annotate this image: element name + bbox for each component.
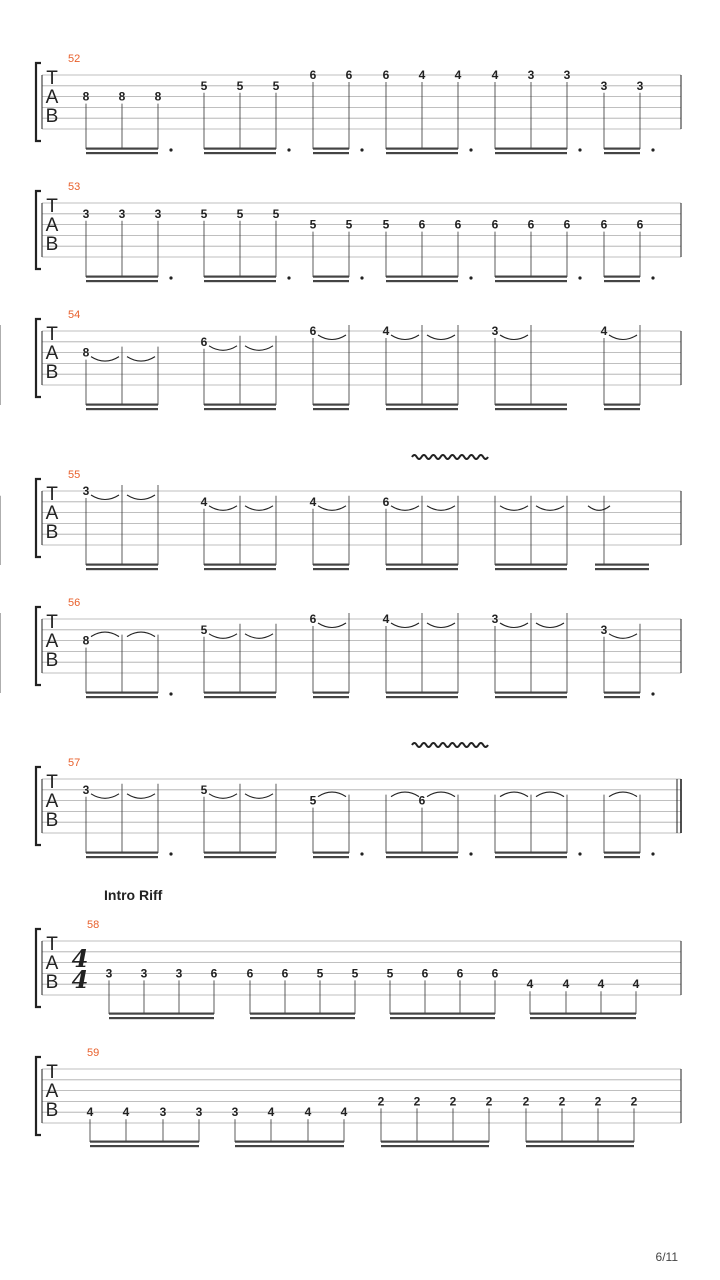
beam-secondary	[495, 280, 567, 282]
tab-clef-letter: A	[45, 343, 59, 364]
fret-number: 3	[140, 966, 148, 981]
rhythm-dot	[360, 276, 363, 279]
fret-number: 2	[558, 1094, 566, 1109]
tie-arc	[209, 794, 237, 799]
rhythm-dot	[651, 276, 654, 279]
bar-number: 54	[68, 309, 81, 321]
system-bracket	[36, 479, 41, 557]
beam-secondary	[386, 568, 458, 570]
tie-arc	[588, 506, 610, 511]
beam-secondary	[604, 696, 640, 698]
beam-primary	[604, 276, 640, 278]
tie-arc	[427, 506, 455, 511]
fret-number: 5	[386, 966, 394, 981]
fret-number: 6	[246, 966, 254, 981]
fret-number: 4	[382, 324, 390, 338]
fret-number: 4	[597, 977, 605, 992]
beam-primary	[204, 564, 276, 566]
rhythm-dot	[287, 148, 290, 151]
fret-number: 2	[377, 1094, 385, 1109]
tab-clef-letter: A	[45, 503, 59, 524]
fret-number: 6	[527, 217, 535, 232]
page-number: 6/11	[655, 1250, 678, 1264]
beam-primary	[495, 404, 567, 406]
fret-number: 4	[340, 1105, 348, 1120]
bar-number: 55	[68, 469, 81, 481]
beam-primary	[495, 276, 567, 278]
fret-number: 5	[200, 206, 208, 221]
tab-clef-letter: B	[45, 650, 59, 671]
beam-primary	[386, 564, 458, 566]
beam-primary	[86, 148, 158, 150]
fret-number: 4	[309, 494, 317, 509]
tab-clef-letter: B	[45, 106, 59, 127]
fret-number: 8	[82, 89, 90, 104]
system-bracket	[36, 607, 41, 685]
beam-primary	[604, 404, 640, 406]
fret-number: 4	[86, 1105, 94, 1120]
tab-clef-letter: B	[45, 810, 59, 831]
beam-secondary	[390, 1017, 495, 1019]
beam-secondary	[250, 1017, 355, 1019]
beam-primary	[604, 692, 640, 694]
beam-secondary	[386, 152, 458, 154]
tie-arc	[427, 335, 455, 340]
beam-primary	[604, 852, 640, 854]
fret-number: 3	[82, 484, 90, 498]
system-bracket	[36, 767, 41, 845]
bar-number: 52	[68, 53, 81, 65]
beam-secondary	[595, 568, 649, 570]
rhythm-dot	[469, 148, 472, 151]
beam-primary	[386, 692, 458, 694]
tie-arc	[609, 634, 637, 639]
beam-secondary	[495, 568, 567, 570]
fret-number: 3	[563, 68, 571, 82]
beam-primary	[526, 1141, 634, 1143]
tie-arc	[318, 506, 346, 511]
tab-clef-letter: A	[45, 215, 59, 236]
fret-number: 3	[154, 206, 162, 221]
beam-primary	[109, 1013, 214, 1015]
beam-primary	[313, 852, 349, 854]
rhythm-dot	[469, 276, 472, 279]
beam-secondary	[381, 1145, 489, 1147]
tie-arc	[245, 346, 273, 351]
fret-number: 5	[272, 78, 280, 93]
fret-number: 5	[345, 217, 353, 232]
beam-secondary	[495, 408, 567, 410]
beam-secondary	[86, 280, 158, 282]
beam-secondary	[495, 696, 567, 698]
bar-number: 57	[68, 757, 81, 769]
fret-number: 3	[105, 966, 113, 981]
tab-clef-letter: T	[46, 324, 58, 345]
fret-number: 5	[309, 793, 317, 808]
tab-clef-letter: T	[46, 612, 58, 633]
fret-number: 6	[418, 217, 426, 232]
fret-number: 5	[316, 966, 324, 981]
beam-secondary	[86, 856, 158, 858]
beam-secondary	[204, 408, 276, 410]
tab-clef-letter: A	[45, 791, 59, 812]
beam-primary	[595, 564, 649, 566]
beam-secondary	[386, 280, 458, 282]
fret-number: 4	[200, 494, 208, 509]
tie-arc	[536, 506, 564, 511]
vibrato-marking	[412, 743, 488, 747]
rhythm-dot	[169, 692, 172, 695]
beam-secondary	[386, 696, 458, 698]
tie-arc	[245, 634, 273, 639]
beam-secondary	[495, 856, 567, 858]
tab-clef-letter: B	[45, 234, 59, 255]
beam-primary	[381, 1141, 489, 1143]
fret-number: 5	[382, 217, 390, 232]
tie-arc	[318, 792, 346, 797]
beam-primary	[204, 852, 276, 854]
tab-clef-letter: B	[45, 522, 59, 543]
fret-number: 6	[421, 966, 429, 981]
beam-primary	[204, 404, 276, 406]
tie-arc	[536, 792, 564, 797]
fret-number: 3	[82, 206, 90, 221]
beam-primary	[235, 1141, 344, 1143]
rhythm-dot	[578, 852, 581, 855]
beam-primary	[86, 276, 158, 278]
fret-number: 3	[175, 966, 183, 981]
beam-primary	[90, 1141, 199, 1143]
beam-primary	[313, 148, 349, 150]
beam-secondary	[86, 568, 158, 570]
fret-number: 4	[418, 68, 426, 82]
fret-number: 6	[418, 793, 426, 808]
fret-number: 5	[236, 206, 244, 221]
fret-number: 4	[562, 977, 570, 992]
tab-clef-letter: A	[45, 953, 59, 974]
tab-clef-letter: T	[46, 772, 58, 793]
beam-secondary	[204, 856, 276, 858]
beam-secondary	[235, 1145, 344, 1147]
beam-secondary	[313, 152, 349, 154]
beam-primary	[250, 1013, 355, 1015]
fret-number: 3	[491, 324, 499, 338]
tie-arc	[209, 346, 237, 351]
fret-number: 6	[454, 217, 462, 232]
beam-primary	[495, 852, 567, 854]
beam-secondary	[90, 1145, 199, 1147]
fret-number: 5	[272, 206, 280, 221]
beam-secondary	[86, 696, 158, 698]
tab-clef-letter: A	[45, 631, 59, 652]
tie-arc	[391, 792, 419, 797]
fret-number: 8	[82, 345, 90, 360]
tie-arc	[127, 357, 155, 362]
beam-primary	[604, 148, 640, 150]
beam-primary	[204, 692, 276, 694]
bar-number: 59	[87, 1047, 100, 1059]
fret-number: 6	[382, 494, 390, 509]
system-bracket	[36, 63, 41, 141]
tie-arc	[91, 794, 119, 799]
vibrato-marking	[412, 455, 488, 459]
tie-arc	[245, 794, 273, 799]
tab-clef-letter: T	[46, 196, 58, 217]
tab-clef-letter: T	[46, 1062, 58, 1083]
beam-primary	[386, 404, 458, 406]
fret-number: 6	[382, 68, 390, 82]
fret-number: 6	[600, 217, 608, 232]
fret-number: 8	[118, 89, 126, 104]
beam-secondary	[604, 856, 640, 858]
fret-number: 3	[527, 68, 535, 82]
tie-arc	[127, 794, 155, 799]
beam-secondary	[604, 152, 640, 154]
tie-arc	[209, 506, 237, 511]
beam-secondary	[386, 408, 458, 410]
system-bracket	[36, 1057, 41, 1135]
beam-primary	[86, 404, 158, 406]
tie-arc	[609, 792, 637, 797]
beam-primary	[530, 1013, 636, 1015]
rhythm-dot	[651, 148, 654, 151]
bar-number: 53	[68, 181, 81, 193]
beam-primary	[86, 852, 158, 854]
rhythm-dot	[469, 852, 472, 855]
fret-number: 5	[200, 622, 208, 637]
beam-secondary	[204, 152, 276, 154]
time-signature-top: 4	[71, 944, 89, 973]
rhythm-dot	[169, 148, 172, 151]
tie-arc	[318, 623, 346, 628]
fret-number: 5	[309, 217, 317, 232]
fret-number: 4	[454, 68, 462, 82]
fret-number: 5	[200, 782, 208, 797]
fret-number: 6	[281, 966, 289, 981]
fret-number: 6	[636, 217, 644, 232]
tab-clef-letter: T	[46, 68, 58, 89]
tie-arc	[427, 792, 455, 797]
system-bracket	[36, 191, 41, 269]
beam-secondary	[204, 280, 276, 282]
beam-secondary	[313, 568, 349, 570]
beam-primary	[86, 564, 158, 566]
fret-number: 8	[154, 89, 162, 104]
fret-number: 6	[200, 334, 208, 349]
fret-number: 2	[522, 1094, 530, 1109]
beam-primary	[313, 564, 349, 566]
beam-secondary	[386, 856, 458, 858]
beam-primary	[495, 692, 567, 694]
fret-number: 6	[345, 68, 353, 82]
beam-secondary	[204, 568, 276, 570]
tie-arc	[127, 495, 155, 500]
beam-secondary	[109, 1017, 214, 1019]
section-label: Intro Riff	[104, 887, 163, 903]
beam-primary	[495, 564, 567, 566]
tie-arc	[91, 495, 119, 500]
beam-primary	[386, 148, 458, 150]
fret-number: 5	[236, 78, 244, 93]
tie-arc	[245, 506, 273, 511]
tie-arc	[500, 506, 528, 511]
system-bracket	[36, 319, 41, 397]
beam-secondary	[604, 280, 640, 282]
fret-number: 4	[526, 977, 534, 992]
bar-number: 58	[87, 919, 100, 931]
fret-number: 3	[195, 1105, 203, 1120]
beam-secondary	[86, 152, 158, 154]
beam-secondary	[313, 408, 349, 410]
tie-arc	[500, 792, 528, 797]
tie-arc	[609, 335, 637, 340]
beam-primary	[495, 148, 567, 150]
beam-secondary	[313, 696, 349, 698]
fret-number: 2	[485, 1094, 493, 1109]
beam-primary	[204, 276, 276, 278]
fret-number: 3	[600, 622, 608, 637]
fret-number: 6	[563, 217, 571, 232]
tie-arc	[391, 623, 419, 628]
rhythm-dot	[287, 276, 290, 279]
fret-number: 2	[413, 1094, 421, 1109]
tie-arc	[127, 632, 155, 637]
fret-number: 3	[159, 1105, 167, 1120]
beam-primary	[204, 148, 276, 150]
beam-primary	[313, 692, 349, 694]
rhythm-dot	[169, 276, 172, 279]
tie-arc	[536, 623, 564, 628]
fret-number: 4	[632, 977, 640, 992]
tie-arc	[427, 623, 455, 628]
fret-number: 5	[351, 966, 359, 981]
beam-secondary	[604, 408, 640, 410]
beam-primary	[386, 276, 458, 278]
fret-number: 4	[382, 612, 390, 626]
tie-arc	[391, 335, 419, 340]
fret-number: 2	[449, 1094, 457, 1109]
rhythm-dot	[651, 692, 654, 695]
fret-number: 2	[594, 1094, 602, 1109]
fret-number: 5	[200, 78, 208, 93]
beam-secondary	[204, 696, 276, 698]
fret-number: 4	[122, 1105, 130, 1120]
fret-number: 3	[118, 206, 126, 221]
beam-secondary	[495, 152, 567, 154]
tab-clef-letter: B	[45, 1100, 59, 1121]
fret-number: 4	[267, 1105, 275, 1120]
tab-clef-letter: A	[45, 1081, 59, 1102]
tab-clef-letter: T	[46, 484, 58, 505]
fret-number: 4	[304, 1105, 312, 1120]
fret-number: 6	[456, 966, 464, 981]
beam-secondary	[530, 1017, 636, 1019]
beam-primary	[313, 276, 349, 278]
fret-number: 6	[309, 68, 317, 82]
rhythm-dot	[360, 148, 363, 151]
beam-secondary	[313, 856, 349, 858]
fret-number: 3	[491, 612, 499, 626]
tab-clef-letter: T	[46, 934, 58, 955]
fret-number: 4	[600, 324, 608, 338]
fret-number: 3	[231, 1105, 239, 1120]
beam-primary	[390, 1013, 495, 1015]
fret-number: 4	[491, 68, 499, 82]
beam-primary	[86, 692, 158, 694]
fret-number: 6	[309, 612, 317, 626]
beam-secondary	[526, 1145, 634, 1147]
beam-primary	[313, 404, 349, 406]
rhythm-dot	[578, 276, 581, 279]
fret-number: 8	[82, 633, 90, 648]
fret-number: 6	[491, 966, 499, 981]
fret-number: 3	[82, 782, 90, 797]
fret-number: 2	[630, 1094, 638, 1109]
beam-secondary	[86, 408, 158, 410]
tie-arc	[318, 335, 346, 340]
fret-number: 3	[636, 78, 644, 93]
tie-arc	[500, 335, 528, 340]
time-signature-bottom: 4	[71, 965, 89, 994]
fret-number: 6	[309, 324, 317, 338]
fret-number: 3	[600, 78, 608, 93]
tie-arc	[91, 357, 119, 362]
system-bracket	[36, 929, 41, 1007]
fret-number: 6	[210, 966, 218, 981]
tie-arc	[391, 506, 419, 511]
fret-number: 6	[491, 217, 499, 232]
tab-clef-letter: A	[45, 87, 59, 108]
tab-clef-letter: B	[45, 362, 59, 383]
rhythm-dot	[360, 852, 363, 855]
tab-clef-letter: B	[45, 972, 59, 993]
tie-arc	[91, 632, 119, 637]
tie-arc	[500, 623, 528, 628]
beam-secondary	[313, 280, 349, 282]
tie-arc	[209, 634, 237, 639]
bar-number: 56	[68, 597, 81, 609]
beam-primary	[386, 852, 458, 854]
rhythm-dot	[651, 852, 654, 855]
rhythm-dot	[578, 148, 581, 151]
rhythm-dot	[169, 852, 172, 855]
